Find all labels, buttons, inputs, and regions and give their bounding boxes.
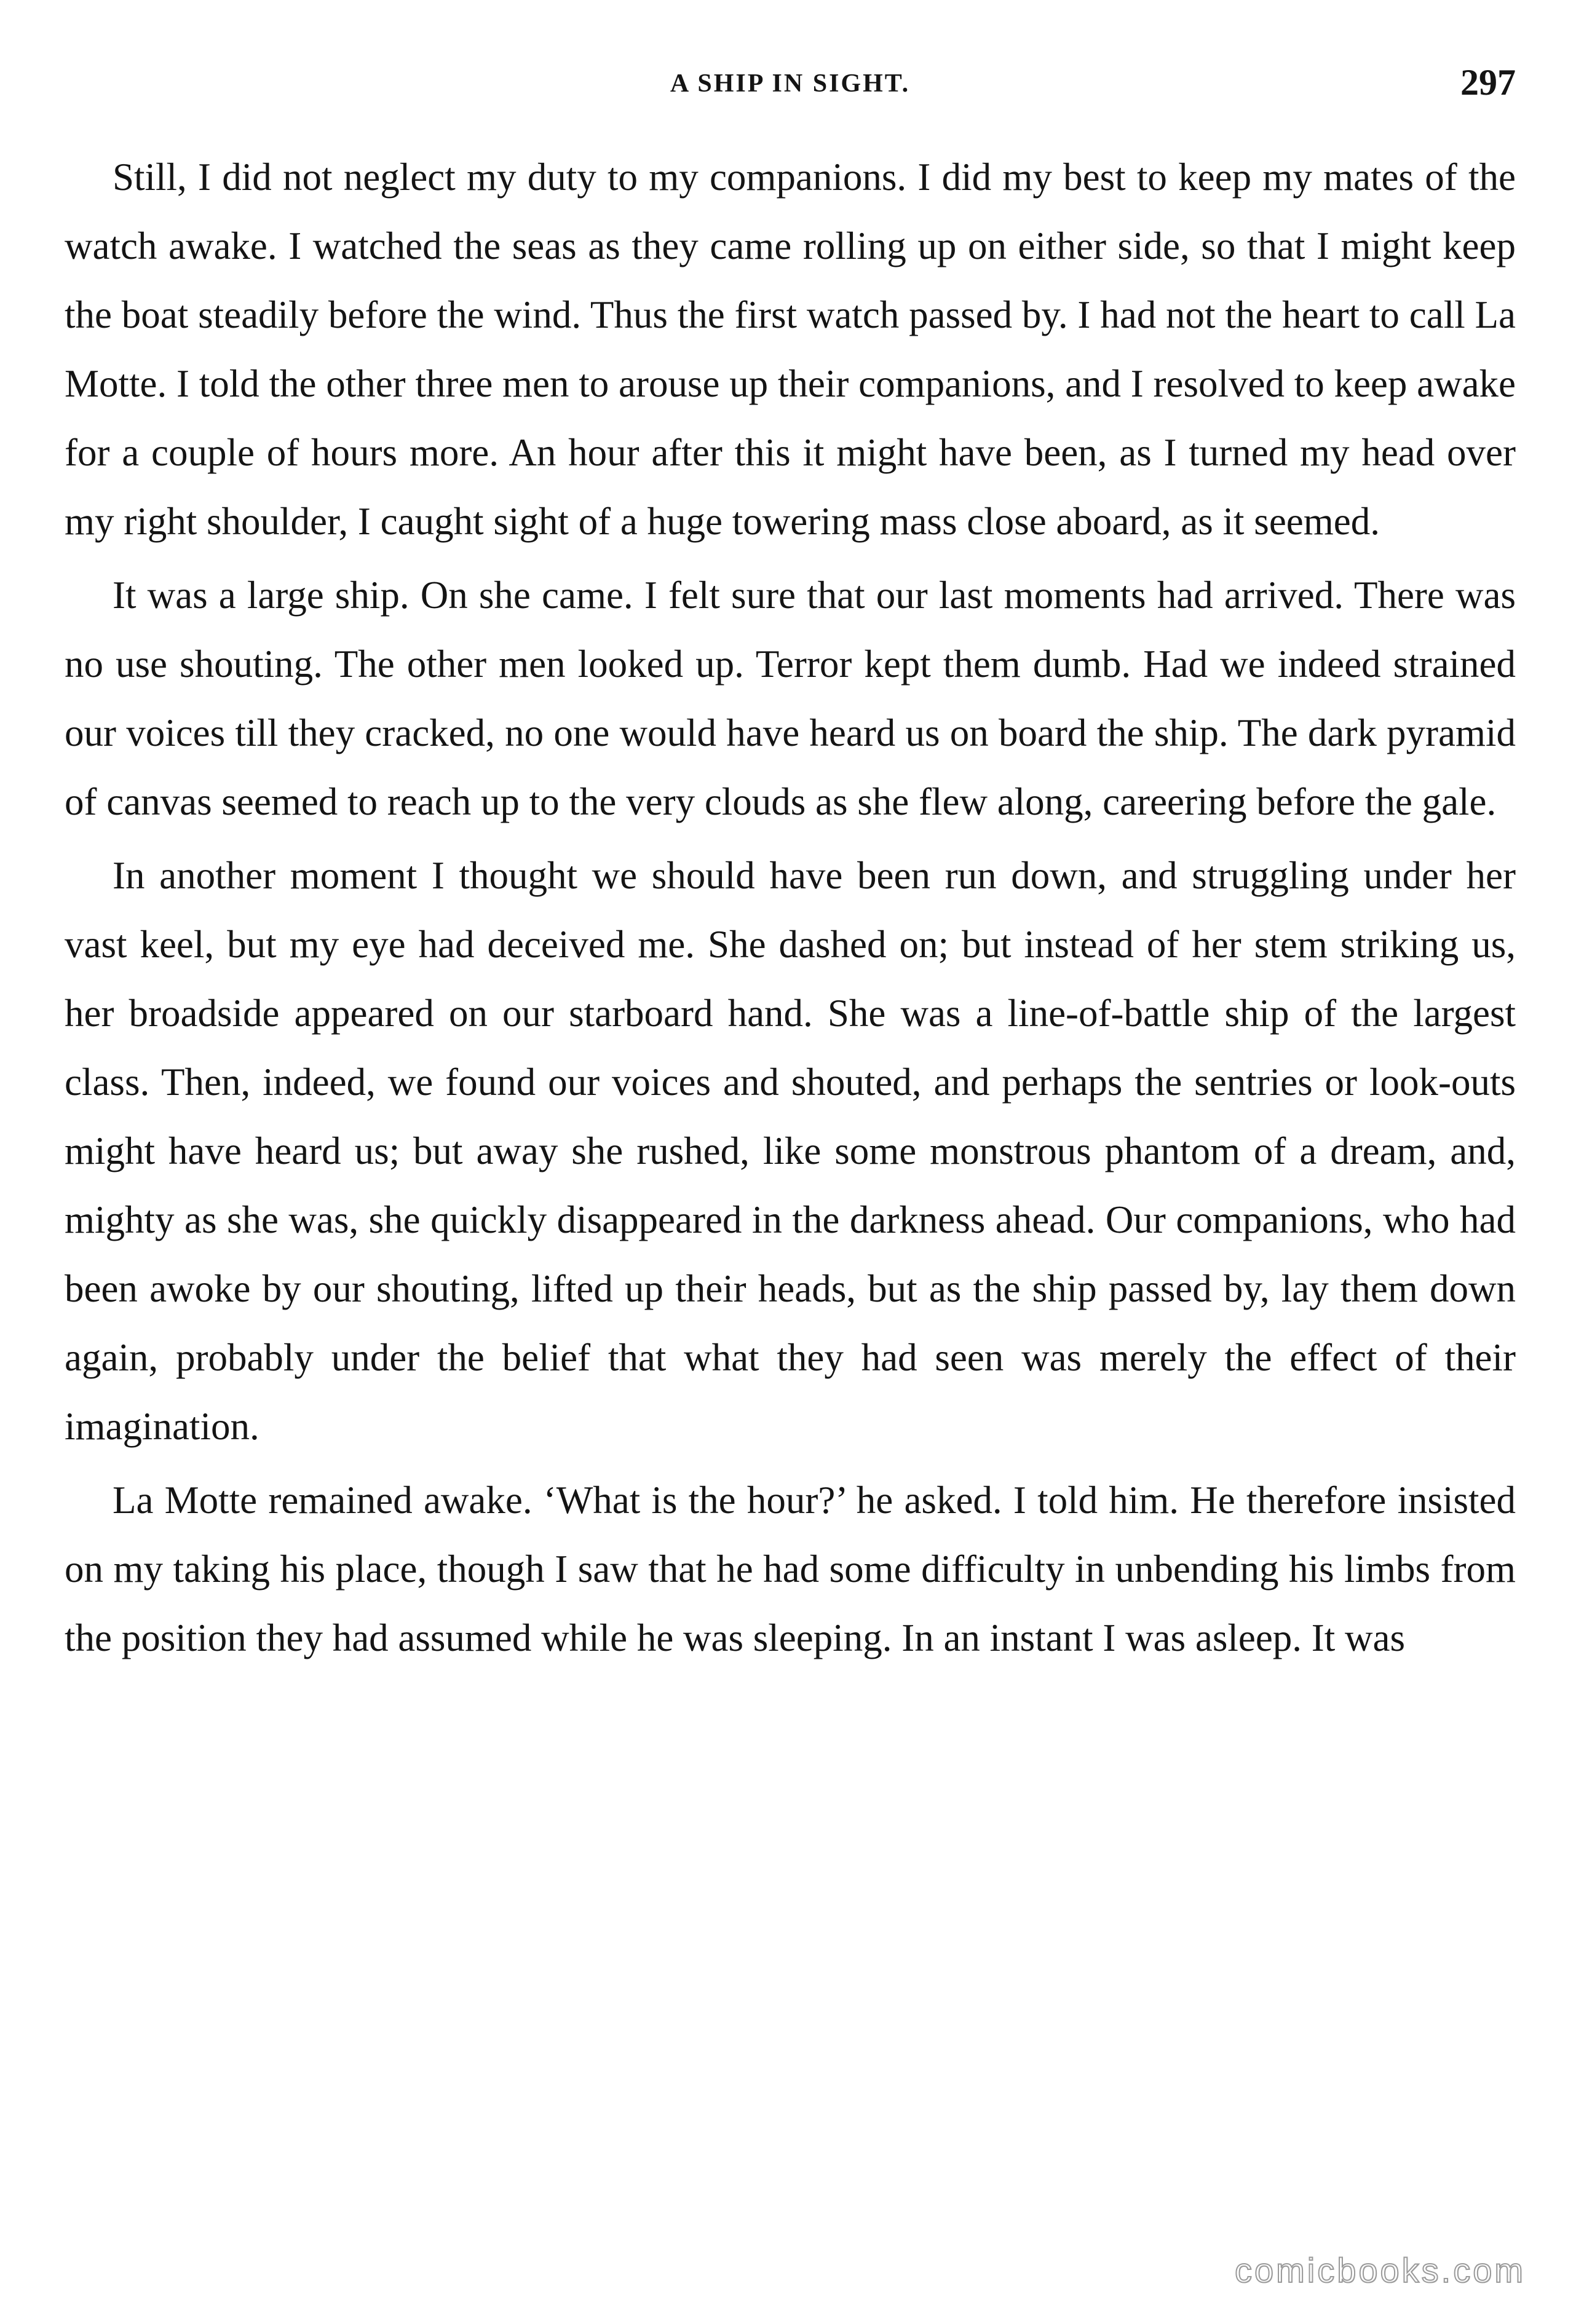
paragraph-3: In another moment I thought we should have been run down, and struggling under her vast keel, but my eye had deceived me. She dashed on; but instead of her stem striking us, her broadside appeared on our starboard hand. She was a line-of-battle ship of the largest class. Then, indeed, we found our voices and shouted, and perhaps the sentries or look-outs might have heard us; but away she rushed, like some monstrous phantom of a dream, and, mighty as she was, she quickly disappeared in the darkness ahead. Our companions, who had been awoke by our shouting, lifted up their heads, but as the ship passed by, lay them down again, probably under the belief that what they had seen was merely the effect of their imagination. <box>65 854 1516 1448</box>
running-title: A SHIP IN SIGHT. <box>670 69 911 98</box>
paragraph-2: It was a large ship. On she came. I felt sure that our last moments had arrived. There was no use shouting. The other men looked up. Terror kept them dumb. Had we indeed strained our voices till they cracked, no one would have heard us on board the ship. The dark pyramid of canvas seemed to reach up to the very clouds as she flew along, careering before the gale. <box>65 574 1516 823</box>
watermark: comicbooks.com <box>1234 2251 1526 2290</box>
paragraph-4: La Motte remained awake. ‘What is the hour?’ he asked. I told him. He therefore insisted on my taking his place, though I saw that he had some difficulty in unbending his limbs from the position they had assumed while he was sleeping. In an instant I was asleep. It was <box>65 1479 1516 1659</box>
paragraph-1: Still, I did not neglect my duty to my companions. I did my best to keep my mates of the watch awake. I watched the seas as they came rolling up on either side, so that I might keep the boat steadily before the wind. Thus the first watch passed by. I had not the heart to call La Motte. I told the other three men to arouse up their companions, and I resolved to keep awake for a couple of hours more. An hour after this it might have been, as I turned my head over my right shoulder, I caught sight of a huge towering mass close aboard, as it seemed. <box>65 156 1516 543</box>
body-text <box>65 143 1516 1677</box>
running-head <box>65 61 1516 111</box>
page-number: 297 <box>1460 62 1516 103</box>
